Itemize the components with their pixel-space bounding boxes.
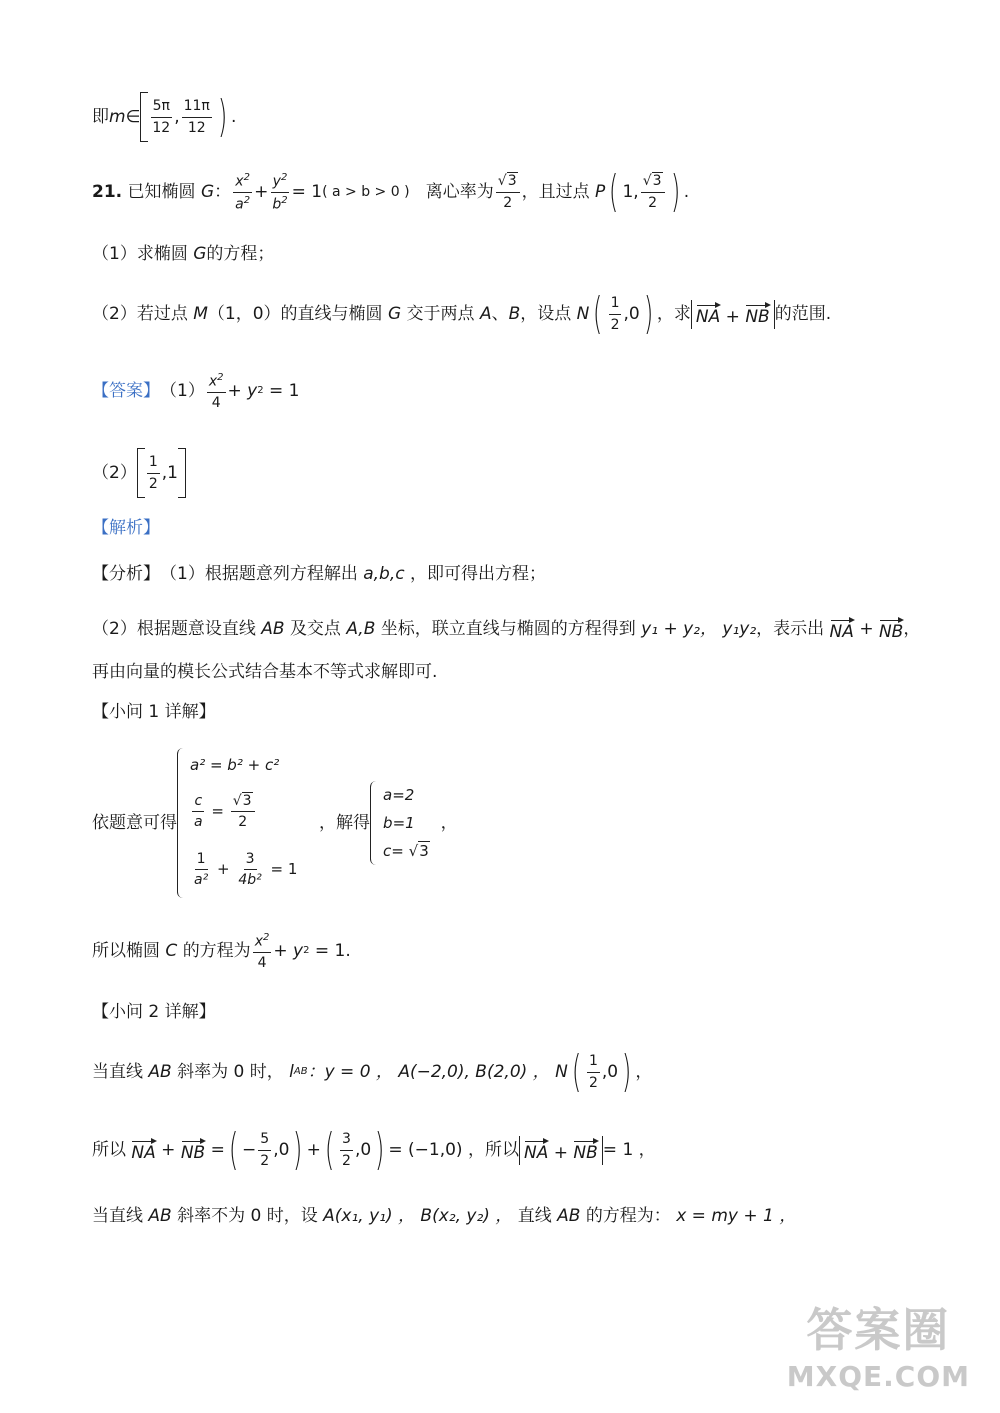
equation-2: $\frac{c}{a}$ = $\frac{√3}{2}$ xyxy=(190,793,297,830)
var-C: C xyxy=(165,940,178,961)
text: = 1 xyxy=(269,380,300,401)
right-paren: ) xyxy=(375,1124,385,1175)
right-paren: ) xyxy=(217,91,228,142)
prod-expr: ， y₁y₂ xyxy=(699,619,757,639)
fraction: $\frac{1}{2}$ xyxy=(148,454,158,492)
var-N: N xyxy=(576,303,590,324)
equation-system xyxy=(177,748,297,898)
right-paren: ) xyxy=(670,166,680,217)
text: ,1 xyxy=(161,462,178,483)
jiexi-tag: 【解析】 xyxy=(92,518,160,538)
analysis-line-2: （2）根据题意设直线 AB 及交点 A,B 坐标，联立直线与椭圆的方程得到 y₁ + y₂ ， y₁y₂ ，表示出 NA + NB ， xyxy=(92,619,921,642)
fraction: $\frac{√3}{2}$ xyxy=(641,173,665,210)
var-N: N xyxy=(555,1061,568,1082)
period: . xyxy=(683,181,690,202)
fraction: $\frac{3}{2}$ xyxy=(342,1131,351,1169)
sum-expr: y₁ + y₂ xyxy=(641,619,700,639)
analysis-line-1 xyxy=(92,566,546,583)
text: 再由向量的模长公式结合基本不等式求解即可. xyxy=(92,662,438,682)
var-l: l xyxy=(289,1061,294,1082)
var-AB: A,B xyxy=(346,619,376,639)
text: （1）根据题意列方程解出 xyxy=(160,564,358,584)
sub1-system xyxy=(92,748,458,898)
text: + y xyxy=(227,380,258,401)
text: ,0 xyxy=(623,303,640,324)
fraction: $\frac{x^2}{4}$ xyxy=(254,932,270,971)
solution-b: b=1 xyxy=(383,813,415,832)
vector-NA: NA xyxy=(830,618,854,641)
left-paren: ( xyxy=(324,1124,335,1175)
sub1-heading xyxy=(92,704,216,721)
var-G: G xyxy=(193,244,207,264)
text: = 1. xyxy=(314,940,351,961)
text: = 1 xyxy=(291,181,323,202)
left-brace xyxy=(370,781,379,865)
vector-sum-magnitude: NA + NB xyxy=(691,300,775,329)
var-G: G xyxy=(387,303,402,324)
vector-NA: NA xyxy=(696,303,720,326)
text: ，表示出 xyxy=(756,619,825,639)
text: ：y = 0 ， xyxy=(307,1061,393,1082)
text: ，且过点 xyxy=(521,181,590,202)
interval-conclusion: 即 m ∈ $\frac{5\pi}{12}$ , $\frac{11\pi}{12}$ ) . xyxy=(92,91,237,142)
solution-system xyxy=(370,781,430,865)
sub2-heading xyxy=(92,1004,216,1021)
text: ，求 xyxy=(656,303,691,324)
left-bracket xyxy=(140,92,148,142)
vector-NB: NB xyxy=(745,303,769,326)
text: 的方程为： xyxy=(585,1206,671,1226)
sub2-line-2: 所以 NA + NB = ( − $\frac{5}{2}$ ,0 ) + ( $\frac{3}{2}$ ,0 ) = (−1,0) ，所以 NA + NB = 1 ， xyxy=(92,1124,656,1175)
right-paren: ) xyxy=(622,1046,632,1097)
line-equation: x = my + 1 ， xyxy=(676,1206,797,1226)
text: 依题意可得 xyxy=(92,812,177,833)
text: 离心率为 xyxy=(425,181,494,202)
text: （1，0） xyxy=(207,303,281,324)
text: 1, xyxy=(622,181,639,202)
text: ， xyxy=(635,1061,653,1082)
text: 求椭圆 xyxy=(136,244,188,264)
sub-tag: 【小问 2 详解】 xyxy=(92,1002,216,1022)
solution-c: c= √3 xyxy=(383,841,429,860)
text: = 1 ， xyxy=(602,1139,656,1160)
text: 若过点 xyxy=(136,303,188,324)
left-bracket xyxy=(137,448,145,498)
text: 的方程； xyxy=(206,244,275,264)
answer-2 xyxy=(92,448,186,498)
var-G: G xyxy=(200,181,215,202)
vector-NB: NB xyxy=(879,618,903,641)
var-A: A xyxy=(479,303,492,324)
text: 当直线 xyxy=(92,1061,143,1082)
var-AB: AB xyxy=(148,1061,172,1082)
sub2-line-3 xyxy=(92,1208,796,1225)
var-AB: AB xyxy=(261,619,285,639)
point-A: A(x₁, y₁) ， xyxy=(323,1206,415,1226)
text: 即 xyxy=(92,106,109,127)
right-paren: ) xyxy=(293,1124,303,1175)
condition: ( a > b > 0 ) xyxy=(322,184,410,200)
right-bracket xyxy=(178,448,186,498)
in-symbol: ∈ xyxy=(125,106,141,127)
right-paren: ) xyxy=(643,288,654,339)
sub2-line-1 xyxy=(92,1046,653,1097)
vector-NA: NA xyxy=(131,1139,155,1162)
text: 的直线与椭圆 xyxy=(280,303,383,324)
text: ，设点 xyxy=(520,303,572,324)
fraction: $\frac{11\pi}{12}$ xyxy=(183,98,210,136)
var-m: m xyxy=(109,106,126,127)
question-number: 21. xyxy=(92,181,123,202)
points-A-B: A(−2,0), B(2,0) ， xyxy=(398,1061,550,1082)
text: ，即可得出方程； xyxy=(410,564,547,584)
jiexi-heading xyxy=(92,520,160,537)
text: 斜率不为 0 时，设 xyxy=(177,1206,318,1226)
var-P: P xyxy=(595,181,606,202)
text: ,0 xyxy=(601,1061,619,1082)
left-paren: ( xyxy=(571,1046,582,1097)
text: 当直线 xyxy=(92,1206,143,1226)
text: 直线 xyxy=(517,1206,552,1226)
left-paren: ( xyxy=(593,288,603,339)
fraction: $\frac{1}{2}$ xyxy=(588,1053,598,1091)
watermark-logo: 答案圈 xyxy=(806,1303,951,1357)
question-part-1 xyxy=(92,246,274,263)
text: = (−1,0) ，所以 xyxy=(388,1139,519,1160)
text: 及交点 xyxy=(289,619,341,639)
question-part-2: （2） 若过点 M （1，0） 的直线与椭圆 G 交于两点 A 、 B ，设点 N ( $\frac{1}{2}$ ,0 ) ，求 NA + NB 的范围. xyxy=(92,288,832,339)
text: − xyxy=(242,1139,257,1160)
text: 的范围. xyxy=(774,303,832,324)
vector-NB: NB xyxy=(181,1139,205,1162)
text: 已知椭圆 xyxy=(127,181,196,202)
var-AB: AB xyxy=(148,1206,172,1226)
analysis-line-3 xyxy=(92,664,437,681)
fraction-y2-b2: $\frac{y^2}{b^2}$ xyxy=(272,171,288,213)
var-AB: AB xyxy=(557,1206,581,1226)
part-label: （2） xyxy=(92,303,137,324)
left-paren: ( xyxy=(228,1124,239,1175)
fraction: $\frac{5}{2}$ xyxy=(260,1131,270,1169)
answer-1: 【答案】 （1） $\frac{x^2}{4}$ + y 2 = 1 xyxy=(92,372,300,411)
fraction: $\frac{1}{2}$ xyxy=(610,295,620,333)
equation-1: a² = b² + c² xyxy=(190,756,280,775)
fraction: $\frac{x^2}{4}$ xyxy=(208,372,224,411)
text: 所以 xyxy=(92,1139,126,1160)
text: ： xyxy=(214,181,232,202)
text: ，解得 xyxy=(319,812,371,833)
vars: a,b,c xyxy=(363,564,405,584)
fraction: $\frac{5\pi}{12}$ xyxy=(152,98,171,136)
fraction-x2-a2: $\frac{x^2}{a^2}$ xyxy=(235,171,251,213)
var-M: M xyxy=(193,303,208,324)
var-B: B xyxy=(508,303,521,324)
solution-a: a=2 xyxy=(383,785,415,804)
text: = xyxy=(210,1139,225,1160)
subscript: AB xyxy=(293,1066,308,1077)
text: 交于两点 xyxy=(406,303,475,324)
left-brace xyxy=(177,748,186,898)
part-label: （2） xyxy=(92,462,137,483)
text: 斜率为 0 时， xyxy=(177,1061,284,1082)
sub1-conclusion: 所以椭圆 C 的方程为 $\frac{x^2}{4}$ + y 2 = 1. xyxy=(92,932,351,971)
text: ,0 xyxy=(354,1139,372,1160)
text: ,0 xyxy=(273,1139,290,1160)
text: ， xyxy=(903,619,921,639)
sub-tag: 【小问 1 详解】 xyxy=(92,702,216,722)
text: （2）根据题意设直线 xyxy=(92,619,256,639)
answer-tag: 【答案】 xyxy=(92,380,160,401)
vector-sum-magnitude: NA + NB xyxy=(519,1136,603,1165)
part-label: （1） xyxy=(160,380,205,401)
part-label: （1） xyxy=(92,244,137,264)
watermark-site: MXQE.COM xyxy=(786,1360,970,1393)
left-paren: ( xyxy=(609,166,619,217)
text: 坐标，联立直线与椭圆的方程得到 xyxy=(380,619,636,639)
text: ， xyxy=(440,812,458,833)
fraction-ecc: $\frac{√3}{2}$ xyxy=(496,173,520,210)
text: + y xyxy=(273,940,304,961)
point-B: B(x₂, y₂) ， xyxy=(420,1206,513,1226)
period: . xyxy=(231,106,237,127)
watermark xyxy=(787,1294,970,1393)
text: 所以椭圆 xyxy=(92,940,160,961)
equation-3: $\frac{1}{\text{a²}}$ + $\frac{3}{\text{4b²}}$ = 1 xyxy=(194,850,298,888)
text: 的方程为 xyxy=(182,940,251,961)
analysis-tag: 【分析】 xyxy=(92,564,160,584)
question-21: 21. 已知椭圆 G ： $\frac{x^2}{a^2}$ + $\frac{y^2}{b^2}$ = 1 ( a > b > 0 ) 离心率为 $\frac{√3}{2}$ ，且过点 P ( 1, $\frac{√3}{2}$ ) . xyxy=(92,166,690,217)
